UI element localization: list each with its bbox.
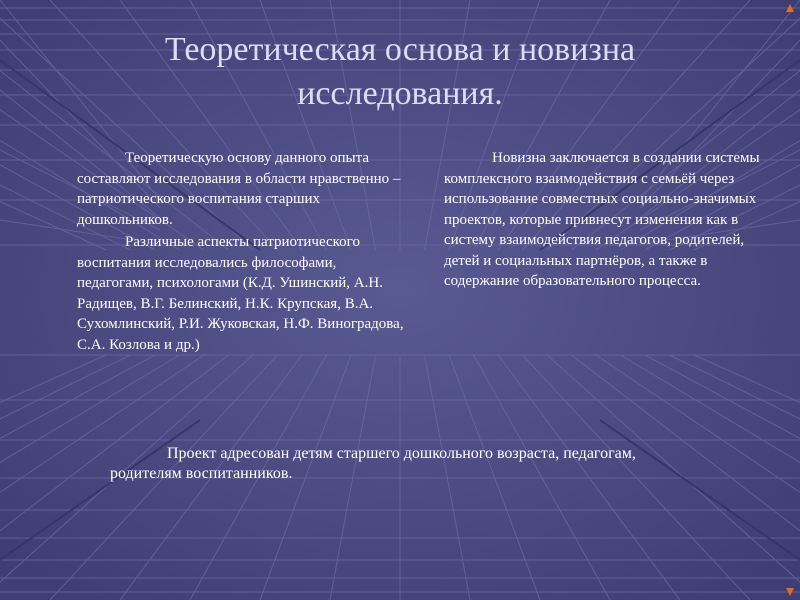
audience-paragraph: Проект адресован детям старшего дошкольного возраста, педагогам, родителям воспитанников. xyxy=(110,445,636,482)
nav-arrow-down-icon[interactable] xyxy=(786,588,794,596)
theoretical-basis-paragraph: Теоретическую основу данного опыта составляют исследования в области нравственно – патриотического воспитания старших дошкольников. xyxy=(77,150,401,228)
right-column xyxy=(444,148,764,292)
novelty-paragraph: Новизна заключается в создании системы комплексного взаимодействия с семьёй через использование совместных социально-значимых проектов, которые привнесут изменения как в систему взаимодействия педагогов, родителей, детей и социальных партнёров, а также в содержание образовательного процесса. xyxy=(444,150,760,289)
left-column xyxy=(77,148,412,355)
audience-statement xyxy=(110,444,710,484)
patriotic-aspects-paragraph: Различные аспекты патриотического воспитания исследовались философами, педагогами, психологами (К.Д. Ушинский, А.Н. Радищев, В.Г. Белинский, Н.К. Крупская, В.А. Сухомлинский, Р.И. Жуковская, Н.Ф. Виноградова, С.А. Козлова и др.) xyxy=(77,234,404,353)
slide-title: Теоретическая основа и новизна исследования. xyxy=(164,31,636,112)
nav-arrow-up-icon[interactable] xyxy=(786,4,794,12)
